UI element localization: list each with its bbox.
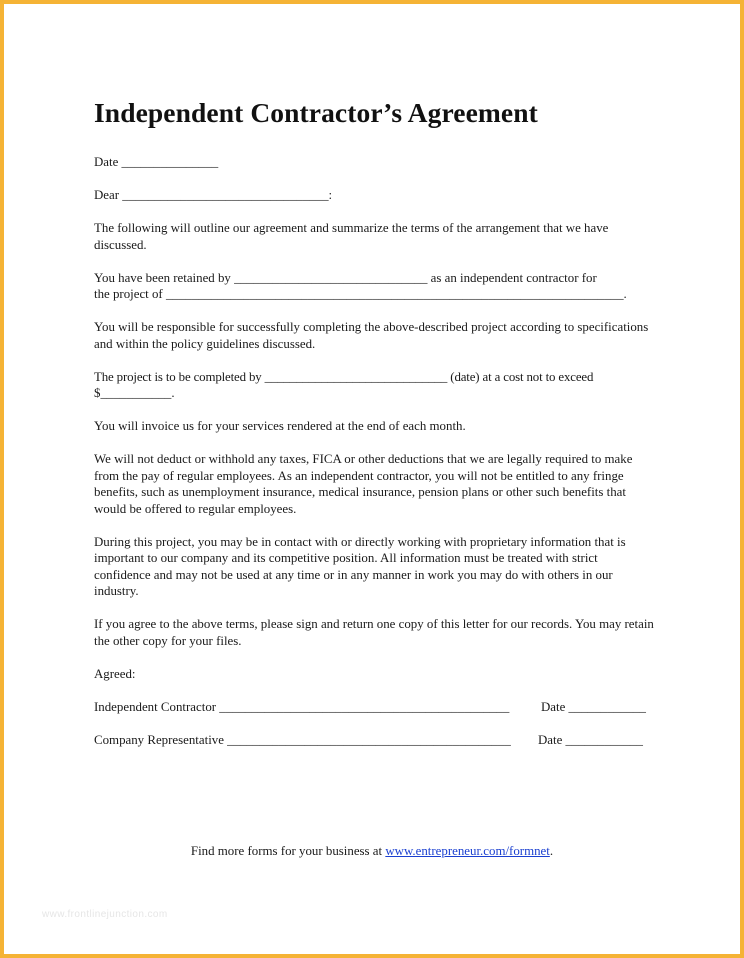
paragraph-completed (94, 369, 654, 402)
paragraph-invoice: You will invoice us for your services rendered at the end of each month. (94, 419, 466, 433)
paragraph-responsible: You will be responsible for successfully completing the above-described project according to specifications and within the policy guidelines discussed. (94, 320, 649, 351)
paragraph-confidential: During this project, you may be in contact with or directly working with proprietary information that is important to our company and its competitive position. All information must be treated with strict confidence and may not be used at any time or in any manner in work you may do with others in our industry. (94, 534, 626, 598)
company-signature-line (94, 732, 654, 749)
footer-link[interactable]: www.entrepreneur.com/formnet (385, 844, 550, 858)
contractor-date-label: Date ____________ (541, 699, 646, 714)
paragraph-taxes: We will not deduct or withhold any taxes, FICA or other deductions that we are legally required to make from the pay of regular employees. As an independent contractor, you will not be entitled to any fringe benefits, such as unemployment insurance, medical insurance, pension plans or other such benefits that would be offered to regular employees. (94, 452, 633, 516)
contractor-signature-label: Independent Contractor _____________________________________________ (94, 699, 510, 714)
retained-line-2: the project of _______________________________________________________________________. (94, 287, 627, 301)
paragraph-retained (94, 270, 654, 303)
document-body (94, 154, 654, 765)
paragraph-agree: If you agree to the above terms, please sign and return one copy of this letter for our records. You may retain the other copy for your files. (94, 617, 654, 648)
company-date-label: Date ____________ (538, 732, 643, 747)
contractor-signature-line (94, 699, 654, 716)
footer-suffix: . (549, 844, 554, 858)
agreed-label: Agreed: (94, 666, 136, 681)
completed-line-1: The project is to be completed by _____________________________ (date) at a cost not to exceed (94, 369, 594, 384)
retained-line-1: You have been retained by ______________________________ as an independent contractor for (94, 270, 597, 285)
watermark: www.frontlinejunction.com (42, 909, 168, 920)
dear-line: Dear ________________________________: (94, 188, 333, 202)
paragraph-outline: The following will outline our agreement and summarize the terms of the arrangement that we have discussed. (94, 221, 609, 252)
footer-text: Find more forms for your business at (190, 844, 386, 858)
completed-line-2: $___________. (94, 386, 175, 400)
document-title: Independent Contractor’s Agreement (94, 97, 538, 128)
footer (4, 844, 740, 859)
date-line: Date _______________ (94, 155, 219, 169)
company-signature-label: Company Representative ____________________________________________ (94, 732, 511, 747)
